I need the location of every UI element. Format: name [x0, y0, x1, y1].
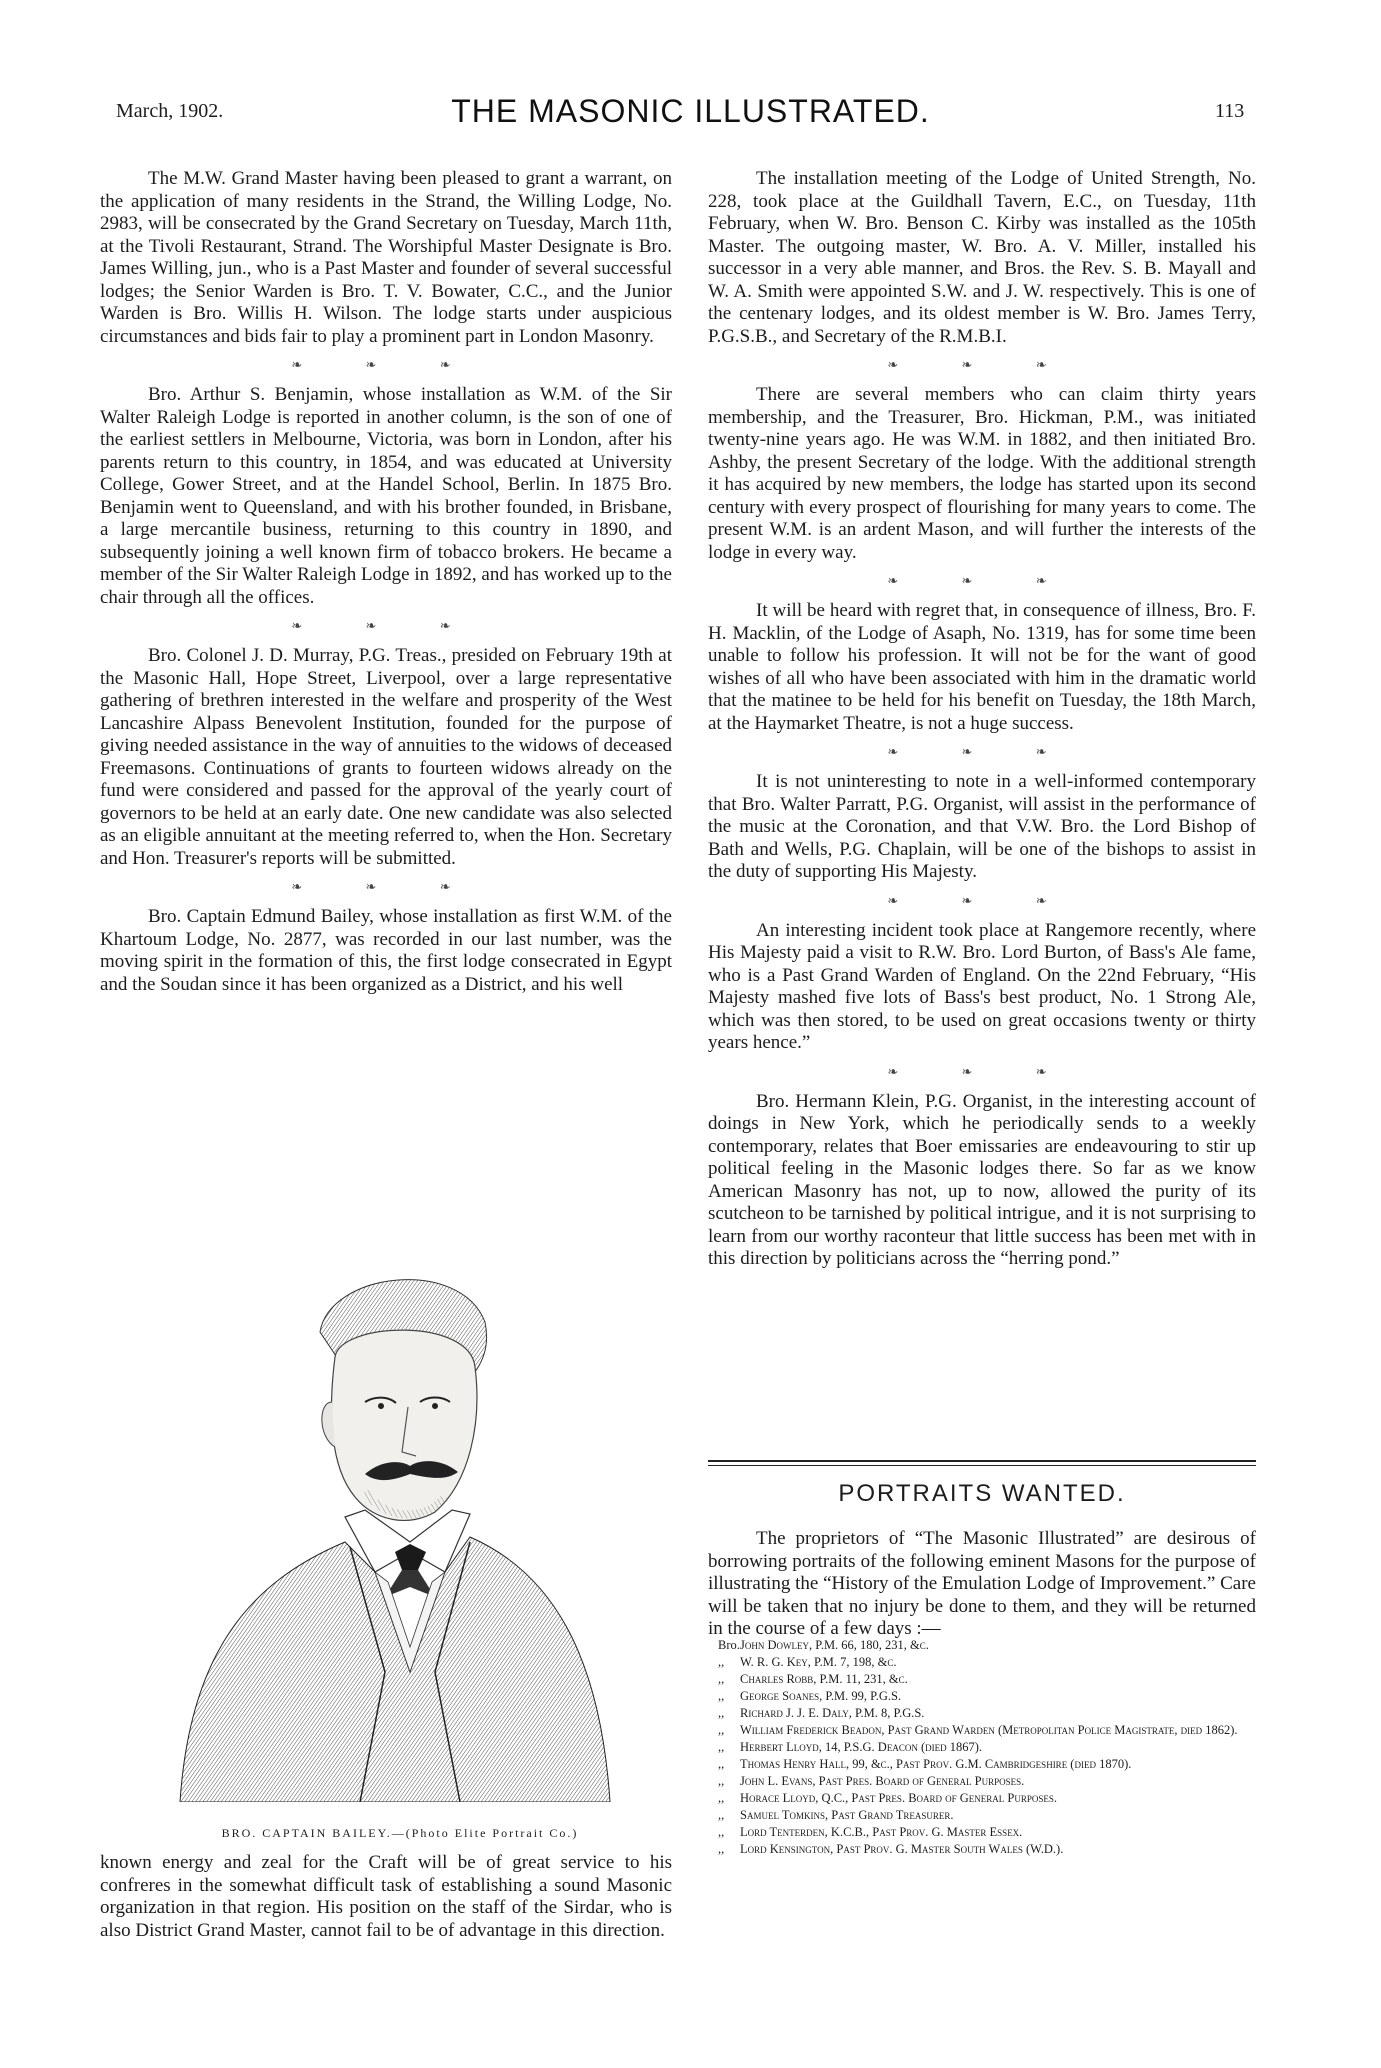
list-item: [718, 1807, 1258, 1824]
portraits-wanted-intro: The proprietors of “The Masonic Illustrated” are desirous of borrowing portraits of the following eminent Masons for the purpose of illustrating the “History of the Emulation Lodge of Improvement.” Care will be taken that no injury be done to them, and they will be returned in the course of a few days :—: [708, 1528, 1256, 1639]
list-entry: George Soanes, P.M. 99, P.G.S.: [740, 1689, 902, 1703]
list-item: [718, 1756, 1258, 1773]
article-united-strength: The installation meeting of the Lodge of United Strength, No. 228, took place at the Guildhall Tavern, E.C., on Tuesday, 11th February, when W. Bro. Benson C. Kirby was installed as the 105th Master. The outgoing master, W. Bro. A. V. Miller, installed his successor in a very able manner, and Bros. the Rev. S. B. Mayall and W. A. Smith were appointed S.W. and J. W. respectively. This is one of the centenary lodges, and its oldest member is W. Bro. James Terry, P.G.S.B., and Secretary of the R.M.B.I.: [708, 168, 1256, 347]
list-prefix: ,,: [718, 1689, 725, 1703]
list-entry: Richard J. J. E. Daly, P.M. 8, P.G.S.: [740, 1706, 925, 1720]
list-prefix: ,,: [718, 1757, 725, 1771]
article-bailey-continued: known energy and zeal for the Craft will be of great service to his confreres in the somewhat difficult task of establishing a sound Masonic organization in that region. His position on the staff of the Sirdar, who is also District Grand Master, cannot fail to be of advantage in this direction.: [100, 1852, 672, 1941]
article-benjamin: Bro. Arthur S. Benjamin, whose installation as W.M. of the Sir Walter Raleigh Lodge is reported in another column, is the son of one of the earliest settlers in Melbourne, Victoria, was born in London, after his parents return to this country, in 1854, and was educated at University College, Gower Street, and at the Handel School, Berlin. In 1875 Bro. Benjamin went to Queensland, and with his brother founded, in Brisbane, a large mercantile business, returning to this country in 1890, and subsequently joining a well known firm of tobacco brokers. He became a member of the Sir Walter Raleigh Lodge in 1892, and has worked up to the chair through all the offices.: [100, 384, 672, 608]
list-prefix: ,,: [718, 1808, 725, 1822]
list-prefix: Bro.: [718, 1638, 740, 1652]
article-willing-lodge: The M.W. Grand Master having been pleased to grant a warrant, on the application of many residents in the Strand, the Willing Lodge, No. 2983, will be consecrated by the Grand Secretary on Tuesday, March 11th, at the Tivoli Restaurant, Strand. The Worshipful Master Designate is Bro. James Willing, jun., who is a Past Master and founder of several successful lodges; the Senior Warden is Bro. T. V. Bowater, C.C., and the Junior Warden is Bro. Willis H. Wilson. The lodge starts under auspicious circumstances and bids fair to play a prominent part in London Masonry.: [100, 168, 672, 347]
list-entry: Samuel Tomkins, Past Grand Treasurer.: [740, 1808, 954, 1822]
list-item: [718, 1671, 1258, 1688]
list-item: [718, 1705, 1258, 1722]
issue-date: March, 1902.: [116, 100, 224, 122]
article-rangemore: An interesting incident took place at Rangemore recently, where His Majesty paid a visit to R.W. Bro. Lord Burton, of Bass's Ale fame, who is a Past Grand Warden of England. On the 22nd February, “His Majesty mashed five lots of Bass's best product, No. 1 Strong Ale, which was then stored, to be used on great occasions twenty or thirty years hence.”: [708, 919, 1256, 1053]
page-number: 113: [1215, 100, 1245, 122]
section-rule: [708, 1460, 1256, 1462]
list-item: [718, 1841, 1258, 1858]
list-entry: W. R. G. Key, P.M. 7, 198, &c.: [740, 1655, 897, 1669]
left-column: [100, 168, 672, 996]
section-ornament: ❧ ❧ ❧: [887, 892, 1077, 908]
list-prefix: ,,: [718, 1842, 725, 1856]
list-prefix: ,,: [718, 1774, 725, 1788]
article-murray: Bro. Colonel J. D. Murray, P.G. Treas., presided on February 19th at the Masonic Hall, Hope Street, Liverpool, over a large representative gathering of brethren interested in the welfare and prosperity of the West Lancashire Alpass Benevolent Institution, founded for the purpose of giving needed assistance in the way of annuities to the widows of deceased Freemasons. Continuations of grants to fourteen widows already on the fund were considered and passed for the approval of the yearly court of governors to be held at an early date. One new candidate was also selected as an eligible annuitant at the meeting referred to, when the Hon. Secretary and Hon. Treasurer's reports will be submitted.: [100, 645, 672, 869]
article-bailey: Bro. Captain Edmund Bailey, whose installation as first W.M. of the Khartoum Lodge, No. 2877, was recorded in our last number, was the moving spirit in the formation of this, the first lodge consecrated in Egypt and the Soudan since it has been organized as a District, and his well: [100, 906, 672, 995]
article-parratt: It is not uninteresting to note in a well-informed contemporary that Bro. Walter Parratt, P.G. Organist, will assist in the performance of the music at the Coronation, and that V.W. Bro. the Lord Bishop of Bath and Wells, P.G. Chaplain, will be one of the bishops to assist in the duty of supporting His Majesty.: [708, 771, 1256, 882]
list-prefix: ,,: [718, 1723, 725, 1737]
section-ornament: ❧ ❧ ❧: [291, 618, 481, 633]
list-entry: Herbert Lloyd, 14, P.S.G. Deacon (died 1867).: [740, 1740, 983, 1754]
article-klein: Bro. Hermann Klein, P.G. Organist, in the interesting account of doings in New York, which he periodically sends to a weekly contemporary, relates that Boer emissaries are endeavouring to stir up political feeling in the Masonic lodges there. So far as we know American Masonry has not, up to now, allowed the purity of its scutcheon to be tarnished by political intrigue, and it is not surprising to learn from our worthy raconteur that little success has been met with in this direction by politicians across the “herring pond.”: [708, 1090, 1256, 1269]
list-prefix: ,,: [718, 1740, 725, 1754]
list-entry: Horace Lloyd, Q.C., Past Pres. Board of General Purposes.: [740, 1791, 1058, 1805]
article-macklin: It will be heard with regret that, in consequence of illness, Bro. F. H. Macklin, of the Lodge of Asaph, No. 1319, has for some time been unable to follow his profession. It will not be for the want of good wishes of all who have been associated with him in the dramatic world that the matinee to be held for his benefit on Tuesday, the 18th March, at the Haymarket Theatre, is not a huge success.: [708, 600, 1256, 734]
portraits-wanted-list: [718, 1637, 1258, 1858]
list-entry: Thomas Henry Hall, 99, &c., Past Prov. G.M. Cambridgeshire (died 1870).: [740, 1757, 1132, 1771]
publication-title: THE MASONIC ILLUSTRATED.: [451, 93, 930, 129]
list-entry: Charles Robb, P.M. 11, 231, &c.: [740, 1672, 908, 1686]
section-ornament: ❧ ❧ ❧: [887, 573, 1077, 588]
list-item: [718, 1637, 1258, 1654]
right-column: [708, 168, 1256, 1271]
article-membership: There are several members who can claim thirty years membership, and the Treasurer, Bro. Hickman, P.M., was initiated twenty-nine years ago. He was W.M. in 1882, and then initiated Bro. Ashby, the present Secretary of the lodge. With the additional strength it has acquired by new members, the lodge has started upon its second century with every prospect of flourishing for many years to come. The present W.M. is an ardent Mason, and will further the interests of the lodge in every way.: [708, 384, 1256, 563]
list-item: [718, 1773, 1258, 1790]
portrait-caption: BRO. CAPTAIN BAILEY.—(Photo Elite Portrait Co.): [221, 1826, 579, 1840]
list-entry: Lord Kensington, Past Prov. G. Master South Wales (W.D.).: [740, 1842, 1064, 1856]
list-item: [718, 1688, 1258, 1705]
list-prefix: ,,: [718, 1825, 725, 1839]
section-ornament: ❧ ❧ ❧: [887, 1063, 1077, 1079]
section-rule: [708, 1465, 1256, 1466]
section-ornament: ❧ ❧ ❧: [291, 357, 481, 372]
portraits-wanted-heading: PORTRAITS WANTED.: [838, 1480, 1126, 1507]
list-prefix: ,,: [718, 1706, 725, 1720]
section-ornament: ❧ ❧ ❧: [887, 357, 1077, 372]
list-item: [718, 1790, 1258, 1807]
list-entry: John Dowley, P.M. 66, 180, 231, &c.: [740, 1638, 929, 1652]
list-item: [718, 1654, 1258, 1671]
list-entry: Lord Tenterden, K.C.B., Past Prov. G. Master Essex.: [740, 1825, 1023, 1839]
left-column-continued: [100, 1852, 672, 1942]
list-entry: William Frederick Beadon, Past Grand Warden (Metropolitan Police Magistrate, died 1862).: [740, 1723, 1238, 1737]
list-entry: John L. Evans, Past Pres. Board of General Purposes.: [740, 1774, 1025, 1788]
list-item: [718, 1722, 1258, 1739]
list-item: [718, 1824, 1258, 1841]
list-item: [718, 1739, 1258, 1756]
list-prefix: ,,: [718, 1672, 725, 1686]
section-ornament: ❧ ❧ ❧: [887, 744, 1077, 759]
portrait-captain-bailey: [170, 1252, 615, 1802]
list-prefix: ,,: [718, 1791, 725, 1805]
section-ornament: ❧ ❧ ❧: [291, 879, 481, 894]
list-prefix: ,,: [718, 1655, 725, 1669]
